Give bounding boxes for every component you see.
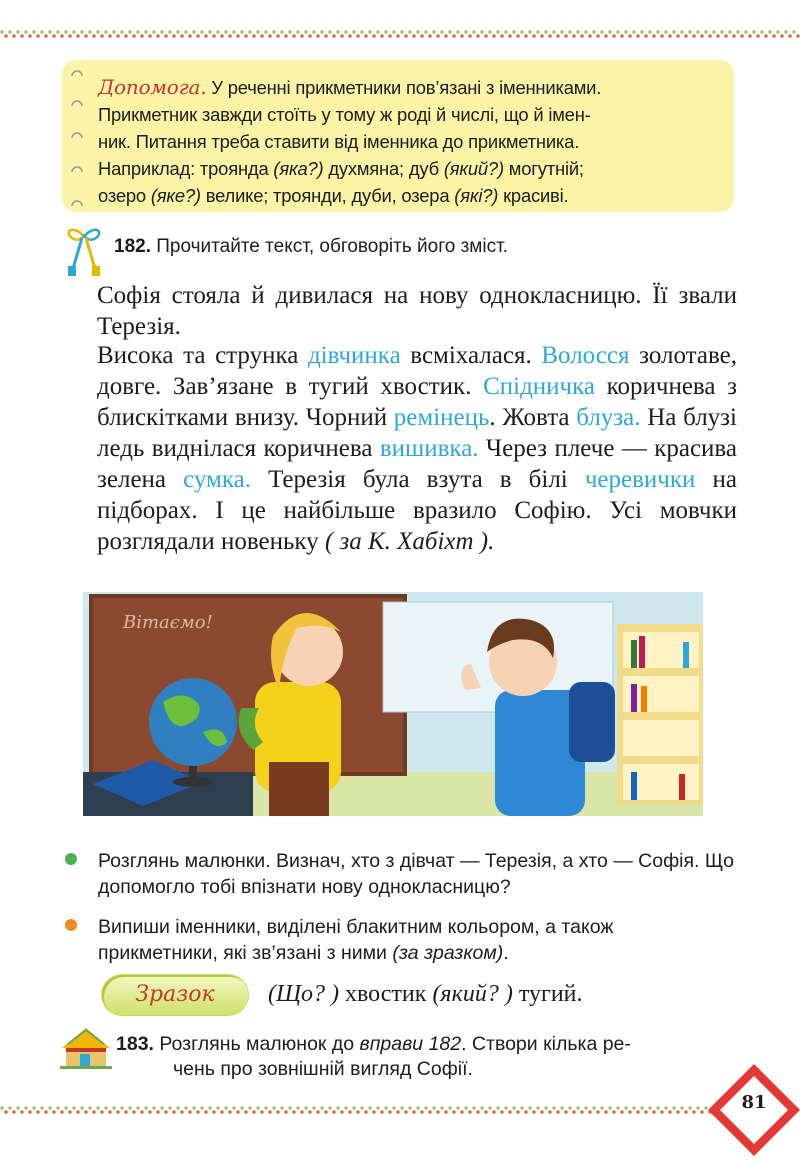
page-number: 81 — [741, 1092, 767, 1113]
top-ornament-border — [0, 28, 800, 40]
highlighted-noun: дівчинка — [307, 342, 401, 369]
story-text-segment: ( за К. Хабіхт ). — [324, 528, 495, 555]
story-text-segment: На блузі ледь виднілася коричнева — [97, 404, 737, 462]
story-paragraph-2-text — [97, 340, 737, 557]
help-line-1: У реченні прикметники пов’язані з іменниками. — [211, 77, 602, 98]
orange-bullet — [65, 919, 77, 931]
bottom-ornament-border — [0, 1104, 800, 1116]
exercise-182-heading: 182. Прочитайте текст, обговоріть його зміст. — [114, 236, 508, 257]
story-text-segment: Терезія була взута в білі — [251, 466, 585, 493]
sample-label: Зразок — [135, 982, 215, 1007]
story-text-segment: . Жовта — [489, 404, 577, 431]
highlighted-noun: Спідничка — [483, 373, 595, 400]
exercise-183-text: 183. Розглянь малюнок до вправи 182. Створи кілька ре- чень про зовнішній вигляд Софії. — [116, 1033, 631, 1080]
task-2-text: Випиши іменники, виділені блакитним кольором, а також прикметники, які зв’язані з ними (за зразком). — [98, 916, 614, 964]
board-text: Вітаємо! — [123, 612, 213, 633]
ribbon-bow-icon — [62, 222, 108, 278]
help-line-3: ник. Питання треба ставити від іменника до прикметника. — [98, 131, 580, 152]
sample-text: (Що? ) хвостик (який? ) тугий. — [268, 981, 583, 1007]
highlighted-noun: сумка. — [183, 466, 251, 493]
green-bullet — [65, 853, 77, 865]
story-text-segment: Через плече — красива зелена — [97, 435, 738, 493]
help-title: Допомога. — [98, 75, 207, 99]
classroom-illustration — [83, 592, 703, 816]
story-paragraph-2 — [97, 340, 737, 557]
help-line-4: Наприклад: троянда (яка?) духмяна; дуб (який?) могутній; — [98, 158, 584, 179]
help-line-2: Прикметник завжди стоїть у тому ж роді й числі, що й імен- — [98, 104, 591, 125]
sample-pill — [102, 975, 248, 1015]
highlighted-noun: Волосся — [541, 342, 630, 369]
help-line-5: озеро (яке?) велике; троянди, дуби, озера (які?) красиві. — [98, 185, 569, 206]
story-text-segment: Висока та струнка — [97, 342, 308, 369]
story-text-segment: всміхалася. — [400, 342, 542, 369]
highlighted-noun: черевички — [584, 466, 696, 493]
help-text — [98, 74, 730, 209]
highlighted-noun: ремінець — [393, 404, 490, 431]
binder-rings-icon — [68, 66, 88, 226]
story-text-segment: золотаве, довге. Зав’язане в тугий хвостик. — [97, 342, 737, 400]
story-text-segment: на підборах. І це найбільше вразило Софію. Усі мовчки розглядали новеньку — [97, 466, 737, 555]
highlighted-noun: блуза. — [576, 404, 641, 431]
task-1-text: Розглянь малюнки. Визнач, хто з дівчат — Терезія, а хто — Софія. Що допомогло тобі впізнати нову однокласницю? — [98, 850, 734, 898]
story-text-segment: коричнева з блискітками внизу. Чорний — [97, 373, 737, 431]
story-paragraph-1: Софія стояла й дивилася на нову однокласницю. Її звали Терезія. — [97, 282, 737, 340]
house-icon — [58, 1026, 114, 1070]
highlighted-noun: вишивка. — [379, 435, 479, 462]
